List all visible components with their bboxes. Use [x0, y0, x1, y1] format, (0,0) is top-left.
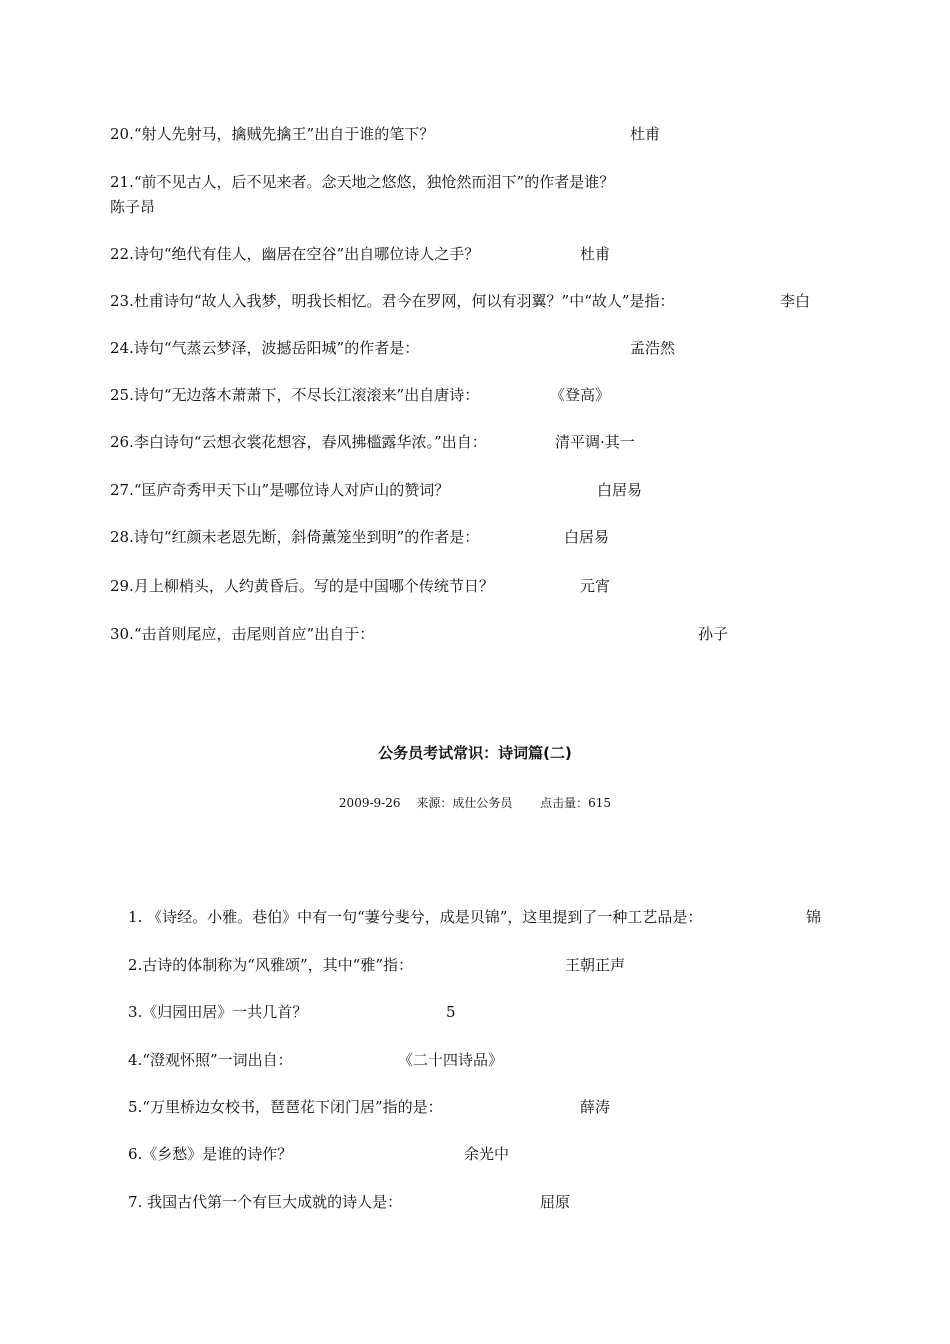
article-date: 2009-9-26: [338, 796, 401, 810]
question-text: 21.“前不见古人，后不见来者。念天地之悠悠，独怆然而泪下”的作者是谁？: [110, 173, 615, 191]
answer-text: 薛涛: [580, 1098, 611, 1116]
question-text: 23.杜甫诗句“故人入我梦，明我长相忆。君今在罗网，何以有羽翼？”中“故人”是指：: [110, 292, 675, 310]
question-text: 7. 我国古代第一个有巨大成就的诗人是：: [128, 1193, 403, 1211]
question-text: 3.《归园田居》一共几首？: [128, 1003, 308, 1021]
answer-text: 《二十四诗品》: [398, 1051, 504, 1069]
question-text: 30.“击首则尾应，击尾则首应”出自于：: [110, 625, 375, 643]
answer-text: 李白: [780, 292, 811, 310]
answer-text: 屈原: [540, 1193, 571, 1211]
article-meta: [0, 794, 950, 811]
answer-text: 孙子: [698, 625, 729, 643]
question-text: 20.“射人先射马，擒贼先擒王”出自于谁的笔下？: [110, 125, 435, 143]
question-text: 4.“澄观怀照”一词出自：: [128, 1051, 293, 1069]
question-text: 1. 《诗经。小雅。巷伯》中有一句“萋兮斐兮，成是贝锦”，这里提到了一种工艺品是：: [128, 908, 703, 926]
answer-text: 孟浩然: [630, 339, 676, 357]
answer-text: 5: [446, 1003, 456, 1021]
answer-text: 杜甫: [580, 245, 611, 263]
question-text: 24.诗句“气蒸云梦泽，波撼岳阳城”的作者是：: [110, 339, 420, 357]
question-text: 28.诗句“红颜未老恩先断，斜倚薰笼坐到明”的作者是：: [110, 528, 480, 546]
question-text: 6.《乡愁》是谁的诗作？: [128, 1145, 293, 1163]
answer-text: 余光中: [464, 1145, 510, 1163]
question-text: 5.“万里桥边女校书，琶琶花下闭门居”指的是：: [128, 1098, 443, 1116]
answer-text: 《登高》: [550, 386, 611, 404]
answer-text: 清平调·其一: [555, 433, 635, 451]
answer-text: 元宵: [580, 577, 611, 595]
article-source: 来源：成仕公务员: [416, 796, 513, 810]
answer-text: 白居易: [564, 528, 610, 546]
answer-text: 锦: [806, 908, 822, 926]
question-text: 26.李白诗句“云想衣裳花想容，春风拂槛露华浓。”出自：: [110, 433, 487, 451]
article-title: 公务员考试常识：诗词篇(二): [378, 744, 572, 762]
question-text: 2.古诗的体制称为“风雅颂”，其中“雅”指：: [128, 956, 413, 974]
question-text: 27.“匡庐奇秀甲天下山”是哪位诗人对庐山的赞词？: [110, 481, 450, 499]
question-text: 22.诗句“绝代有佳人，幽居在空谷”出自哪位诗人之手？: [110, 245, 480, 263]
article-clicks: 点击量：615: [540, 796, 612, 810]
question-text: 29.月上柳梢头，人约黄昏后。写的是中国哪个传统节日？: [110, 577, 494, 595]
question-text: 25.诗句“无边落木萧萧下，不尽长江滚滚来”出自唐诗：: [110, 386, 480, 404]
answer-text: 白居易: [597, 481, 643, 499]
answer-text: 杜甫: [630, 125, 661, 143]
answer-text: 陈子昂: [110, 198, 156, 216]
answer-text: 王朝正声: [565, 956, 626, 974]
